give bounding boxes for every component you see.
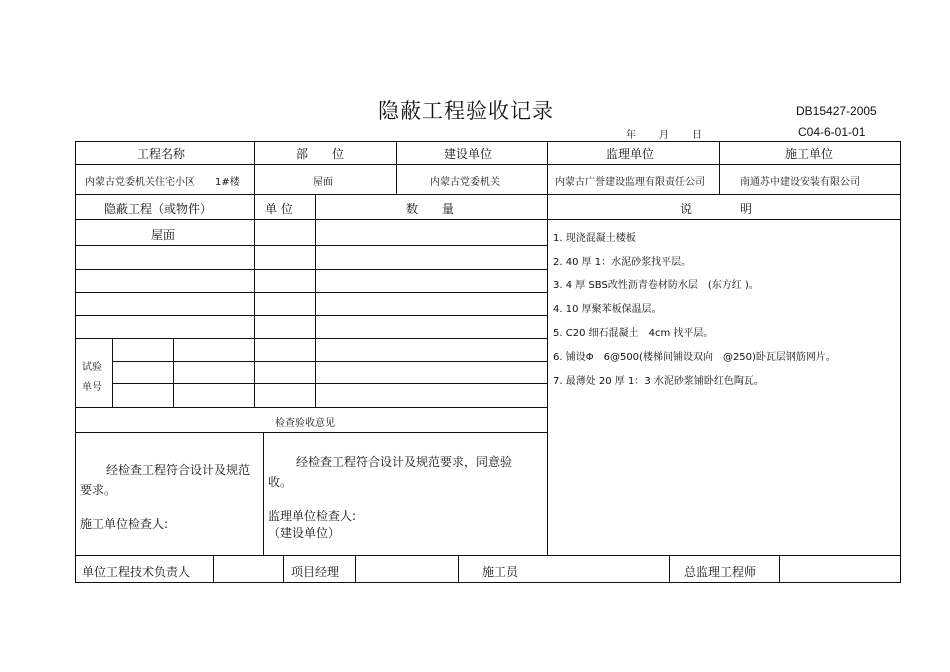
header-part: 部 位 (296, 147, 345, 161)
info-part: 屋面 (313, 177, 333, 188)
info-project-name: 内蒙古党委机关住宅小区 1#楼 (85, 177, 240, 188)
footer-project-manager: 项目经理 (291, 565, 340, 579)
builder-opinion: 经检查工程符合设计及规范要求。 (80, 463, 251, 497)
standard-code: DB15427-2005 (796, 104, 877, 118)
col-hidden-work: 隐蔽工程（或物件） (104, 202, 213, 216)
note-item: 2. 40 厚 1：水泥砂浆找平层。 (553, 257, 692, 268)
header-builder-unit: 施工单位 (785, 147, 834, 161)
form-code: C04-6-01-01 (798, 125, 866, 139)
note-item: 4. 10 厚聚苯板保温层。 (553, 304, 662, 315)
note-item: 5. C20 细石混凝土 4cm 找平层。 (553, 328, 714, 339)
header-project-name: 工程名称 (137, 147, 186, 161)
test-label-line1: 试验 (82, 362, 102, 373)
note-item: 3. 4 厚 SBS改性沥青卷材防水层 (东方红 )。 (553, 280, 759, 291)
col-quantity: 数 量 (406, 202, 455, 216)
col-description: 说 明 (680, 202, 753, 216)
item-first: 屋面 (151, 228, 176, 242)
col-unit: 单 位 (265, 202, 293, 216)
supervisor-opinion: 经检查工程符合设计及规范要求，同意验收。 (268, 455, 513, 489)
header-construction-unit: 建设单位 (444, 147, 493, 161)
date-year-label: 年 (626, 130, 636, 141)
footer-tech-lead: 单位工程技术负责人 (82, 565, 191, 579)
note-item: 6. 铺设Φ 6@500(楼梯间铺设双向 @250)卧瓦层钢筋网片。 (553, 352, 836, 363)
date-month-label: 月 (659, 130, 669, 141)
info-builder-unit: 南通苏中建设安装有限公司 (740, 177, 860, 188)
page-title: 隐蔽工程验收记录 (378, 99, 554, 123)
supervisor-signer: 监理单位检查人: (268, 509, 357, 523)
footer-worker: 施工员 (482, 565, 519, 579)
footer-chief-supervisor: 总监理工程师 (684, 565, 757, 579)
note-item: 1. 现浇混凝土楼板 (553, 233, 636, 244)
note-item: 7. 最薄处 20 厚 1：3 水泥砂浆铺卧红色陶瓦。 (553, 376, 764, 387)
builder-signer: 施工单位检查人: (80, 517, 169, 531)
info-supervision-unit: 内蒙古广誉建设监理有限责任公司 (555, 177, 705, 188)
test-label-line2: 单号 (82, 382, 102, 393)
supervisor-signer-sub: （建设单位） (268, 526, 341, 540)
inspection-header: 检查验收意见 (275, 418, 335, 429)
date-day-label: 日 (692, 130, 702, 141)
header-supervision-unit: 监理单位 (606, 147, 655, 161)
info-construction-unit: 内蒙古党委机关 (430, 177, 500, 188)
